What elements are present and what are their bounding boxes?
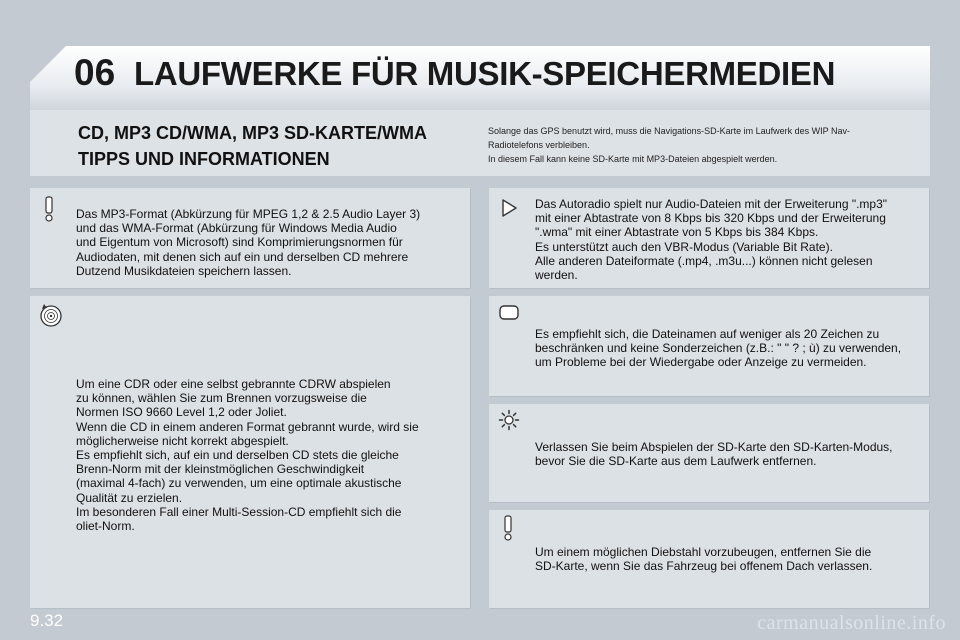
sun-icon [498, 409, 520, 431]
chapter-number: 06 [74, 52, 116, 93]
screen-icon [497, 303, 521, 323]
mp3-format-text [76, 207, 420, 278]
text-line: (maximal 4-fach) zu verwenden, um eine optimale akustische [76, 476, 402, 491]
section-title [78, 120, 427, 172]
text-line: und Eigentum von Microsoft) sind Komprimierungsnormen für [76, 235, 403, 250]
text-line: Verlassen Sie beim Abspielen der SD-Karte den SD-Karten-Modus, [535, 440, 893, 454]
section-title-line: TIPPS UND INFORMATIONEN [78, 149, 330, 169]
text-line: SD-Karte, wenn Sie das Fahrzeug bei offenem Dach verlassen. [535, 559, 873, 574]
text-line: beschränken und keine Sonderzeichen (z.B.: " " ? ; ù) zu verwenden, [535, 341, 902, 356]
gps-note-line: Radiotelefons verbleiben. [488, 140, 590, 150]
warning-icon [40, 196, 58, 222]
text-line: Das MP3-Format (Abkürzung für MPEG 1,2 & 2.5 Audio Layer 3) [76, 207, 421, 221]
text-line: Wenn die CD in einem anderen Format gebrannt wurde, wird sie [76, 419, 419, 434]
gps-note [488, 124, 918, 166]
text-line: Dutzend Musikdateien speichern lassen. [76, 263, 292, 278]
gps-note-line: Solange das GPS benutzt wird, muss die Navigations-SD-Karte im Laufwerk des WIP Nav- [488, 126, 850, 136]
text-line: Alle anderen Dateiformate (.mp4, .m3u...) können nicht gelesen [535, 253, 873, 268]
page-number: 9.32 [30, 611, 64, 630]
section-title-line: CD, MP3 CD/WMA, MP3 SD-KARTE/WMA [78, 123, 427, 143]
audio-formats-text [535, 197, 887, 282]
text-line: Normen ISO 9660 Level 1,2 oder Joliet. [76, 405, 287, 420]
text-line: oliet-Norm. [76, 519, 135, 534]
text-line: Audiodaten, mit denen sich auf ein und derselben CD mehrere [76, 249, 409, 264]
filenames-text [535, 327, 901, 370]
text-line: Es empfiehlt sich, die Dateinamen auf weniger als 20 Zeichen zu [535, 327, 880, 341]
text-line: und das WMA-Format (Abkürzung für Windows Media Audio [76, 221, 397, 236]
gps-note-line: In diesem Fall kann keine SD-Karte mit MP3-Dateien abgespielt werden. [488, 154, 778, 164]
text-line: Es empfiehlt sich, auf ein und derselben CD stets die gleiche [76, 448, 399, 463]
warning-icon [499, 515, 517, 541]
text-line: zu können, wählen Sie zum Brennen vorzugsweise die [76, 391, 367, 406]
sd-remove-text [535, 440, 893, 468]
text-line: werden. [535, 268, 578, 283]
disc-icon [38, 302, 64, 328]
play-icon [498, 197, 520, 219]
text-line: Um einem möglichen Diebstahl vorzubeugen, entfernen Sie die [535, 545, 872, 559]
text-line: bevor Sie die SD-Karte aus dem Laufwerk entfernen. [535, 454, 817, 469]
text-line: mit einer Abtastrate von 8 Kbps bis 320 Kbps und der Erweiterung [535, 211, 886, 226]
text-line: ".wma" mit einer Abtastrate von 5 Kbps bis 384 Kbps. [535, 225, 819, 240]
text-line: möglicherweise nicht korrekt abgespielt. [76, 433, 289, 448]
text-line: Im besonderen Fall einer Multi-Session-CD empfiehlt sich die [76, 504, 402, 519]
text-line: Um eine CDR oder eine selbst gebrannte CDRW abspielen [76, 377, 391, 391]
text-line: Das Autoradio spielt nur Audio-Dateien mit der Erweiterung ".mp3" [535, 197, 888, 211]
cdr-burning-text [76, 377, 419, 533]
theft-warning-text [535, 545, 872, 573]
text-line: Es unterstützt auch den VBR-Modus (Variable Bit Rate). [535, 239, 833, 254]
watermark: carmanualsonline.info [757, 612, 946, 634]
text-line: Qualität zu erzielen. [76, 490, 183, 505]
text-line: um Probleme bei der Wiedergabe oder Anzeige zu vermeiden. [535, 355, 867, 370]
chapter-title: LAUFWERKE FÜR MUSIK-SPEICHERMEDIEN [134, 55, 836, 92]
text-line: Brenn-Norm mit der kleinstmöglichen Geschwindigkeit [76, 462, 365, 477]
